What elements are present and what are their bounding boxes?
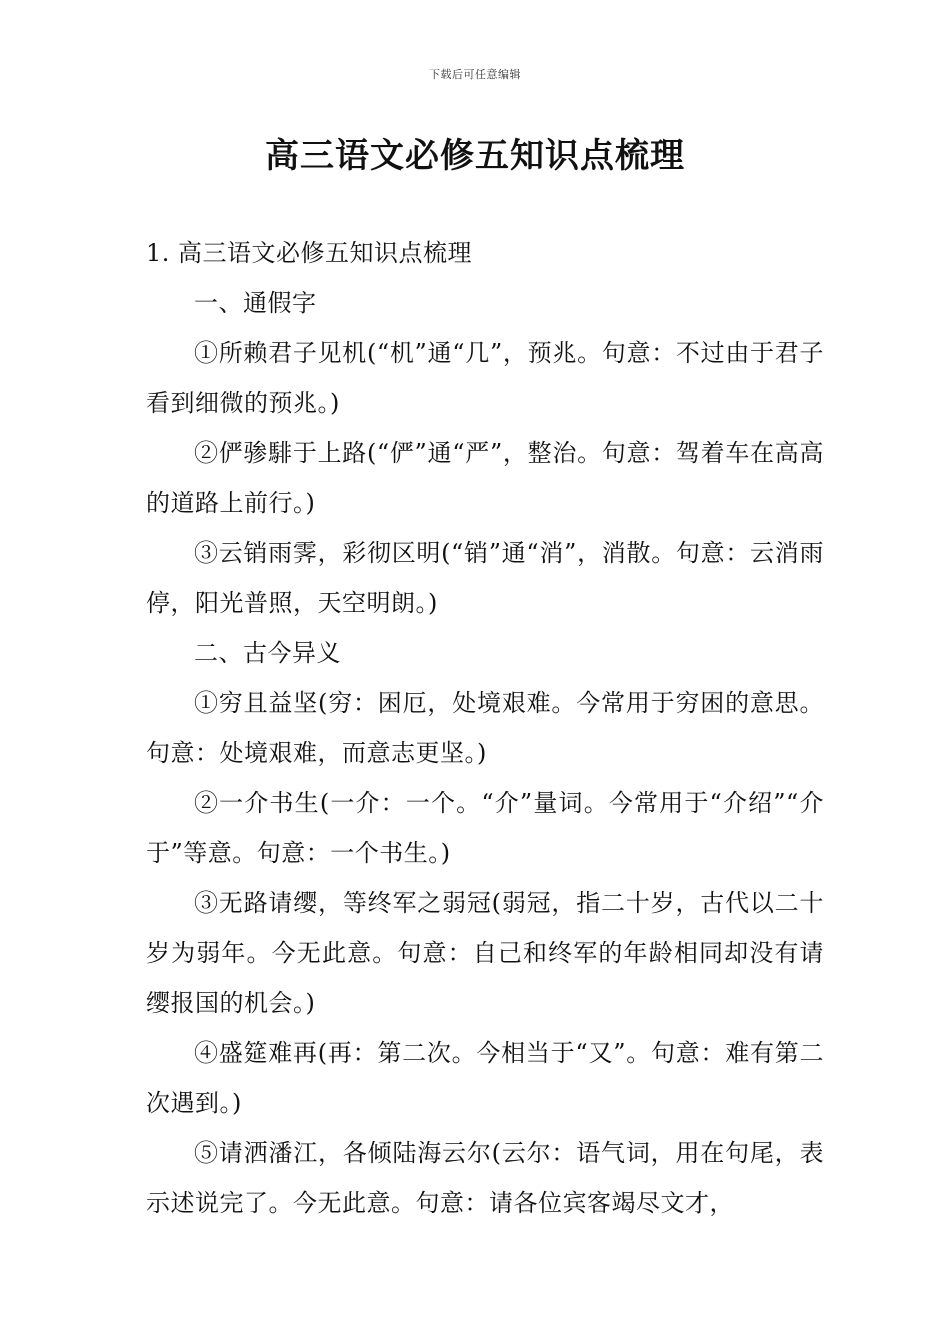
- list-item: ①所赖君子见机(“机”通“几”，预兆。句意：不过由于君子看到细微的预兆。): [146, 339, 824, 417]
- list-item: ③云销雨霁，彩彻区明(“销”通“消”，消散。句意：云消雨停，阳光普照，天空明朗。): [146, 539, 824, 617]
- list-item: ⑤请洒潘江，各倾陆海云尔(云尔：语气词，用在句尾，表示述说完了。今无此意。句意：请各位宾客竭尽文才，: [146, 1139, 824, 1217]
- list-item: ①穷且益坚(穷：困厄，处境艰难。今常用于穷困的意思。句意：处境艰难，而意志更坚。): [146, 689, 824, 767]
- list-item: ③无路请缨，等终军之弱冠(弱冠，指二十岁，古代以二十岁为弱年。今无此意。句意：自己和终军的年龄相同却没有请缨报国的机会。): [146, 889, 824, 1017]
- subsection-heading: 二、古今异义: [194, 639, 341, 667]
- section-heading: 1. 高三语文必修五知识点梳理: [146, 239, 473, 267]
- subsection-heading: 一、通假字: [194, 289, 317, 317]
- list-item: ④盛筵难再(再：第二次。今相当于“又”。句意：难有第二次遇到。): [146, 1039, 824, 1117]
- header-note: 下载后可任意编辑: [429, 68, 521, 81]
- list-item: ②一介书生(一介：一个。“介”量词。今常用于“介绍”“介于”等意。句意：一个书生。): [146, 789, 824, 867]
- list-item: ②俨骖騑于上路(“俨”通“严”，整治。句意：驾着车在高高的道路上前行。): [146, 439, 824, 517]
- document-body: [146, 228, 824, 1228]
- page-title: 高三语文必修五知识点梳理: [265, 136, 685, 176]
